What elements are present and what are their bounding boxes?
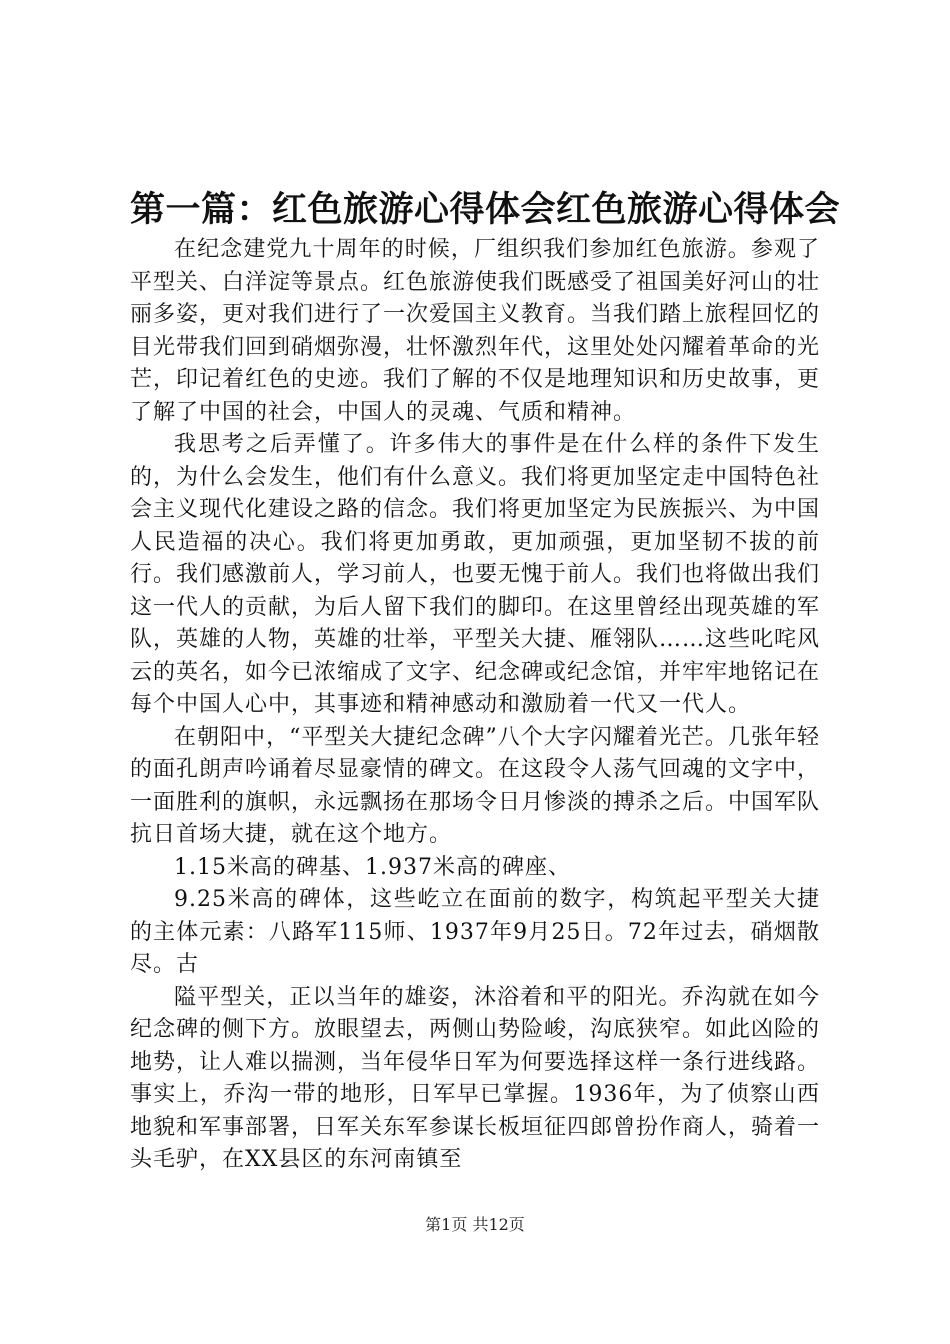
page-number-footer: 第1页 共12页 (425, 1215, 525, 1234)
paragraph-5: 9.25米高的碑体，这些屹立在面前的数字，构筑起平型关大捷的主体元素：八路军115师、1937年9月25日。72年过去，硝烟散尽。古 (130, 887, 820, 977)
paragraph-3: 在朝阳中，“平型关大捷纪念碑”八个大字闪耀着光芒。几张年轻的面孔朗声吟诵着尽显豪情的碑文。在这段令人荡气回魂的文字中，一面胜利的旗帜，永远飘扬在那场令日月惨淡的搏杀之后。中国军队抗日首场大捷，就在这个地方。 (130, 724, 821, 847)
document-title: 第一篇：红色旅游心得体会红色旅游心得体会 (130, 189, 841, 230)
paragraph-6: 隘平型关，正以当年的雄姿，沐浴着和平的阳光。乔沟就在如今纪念碑的侧下方。放眼望去，两侧山势险峻，沟底狭窄。如此凶险的地势，让人难以揣测，当年侵华日军为何要选择这样一条行进线路。事实上，乔沟一带的地形，日军早已掌握。1936年，为了侦察山西地貌和军事部署，日军关东军参谋长板垣征四郎曾扮作商人，骑着一头毛驴，在XX县区的东河南镇至 (130, 984, 821, 1172)
paragraph-4: 1.15米高的碑基、1.937米高的碑座、 (174, 854, 571, 880)
document-body (130, 234, 820, 1177)
paragraph-2: 我思考之后弄懂了。许多伟大的事件是在什么样的条件下发生的，为什么会发生，他们有什么意义。我们将更加坚定走中国特色社会主义现代化建设之路的信念。我们将更加坚定为民族振兴、为中国人民造福的决心。我们将更加勇敢，更加顽强，更加坚韧不拔的前行。我们感激前人，学习前人，也要无愧于前人。我们也将做出我们这一代人的贡献，为后人留下我们的脚印。在这里曾经出现英雄的军队，英雄的人物，英雄的壮举，平型关大捷、雁翎队……这些叱咤风云的英名，如今已浓缩成了文字、纪念碑或纪念馆，并牢牢地铭记在每个中国人心中，其事迹和精神感动和激励着一代又一代人。 (130, 432, 821, 717)
paragraph-1: 在纪念建党九十周年的时候，厂组织我们参加红色旅游。参观了平型关、白洋淀等景点。红色旅游使我们既感受了祖国美好河山的壮丽多姿，更对我们进行了一次爱国主义教育。当我们踏上旅程回忆的目光带我们回到硝烟弥漫，壮怀激烈年代，这里处处闪耀着革命的光芒，印记着红色的史迹。我们了解的不仅是地理知识和历史故事，更了解了中国的社会，中国人的灵魂、气质和精神。 (130, 237, 821, 425)
